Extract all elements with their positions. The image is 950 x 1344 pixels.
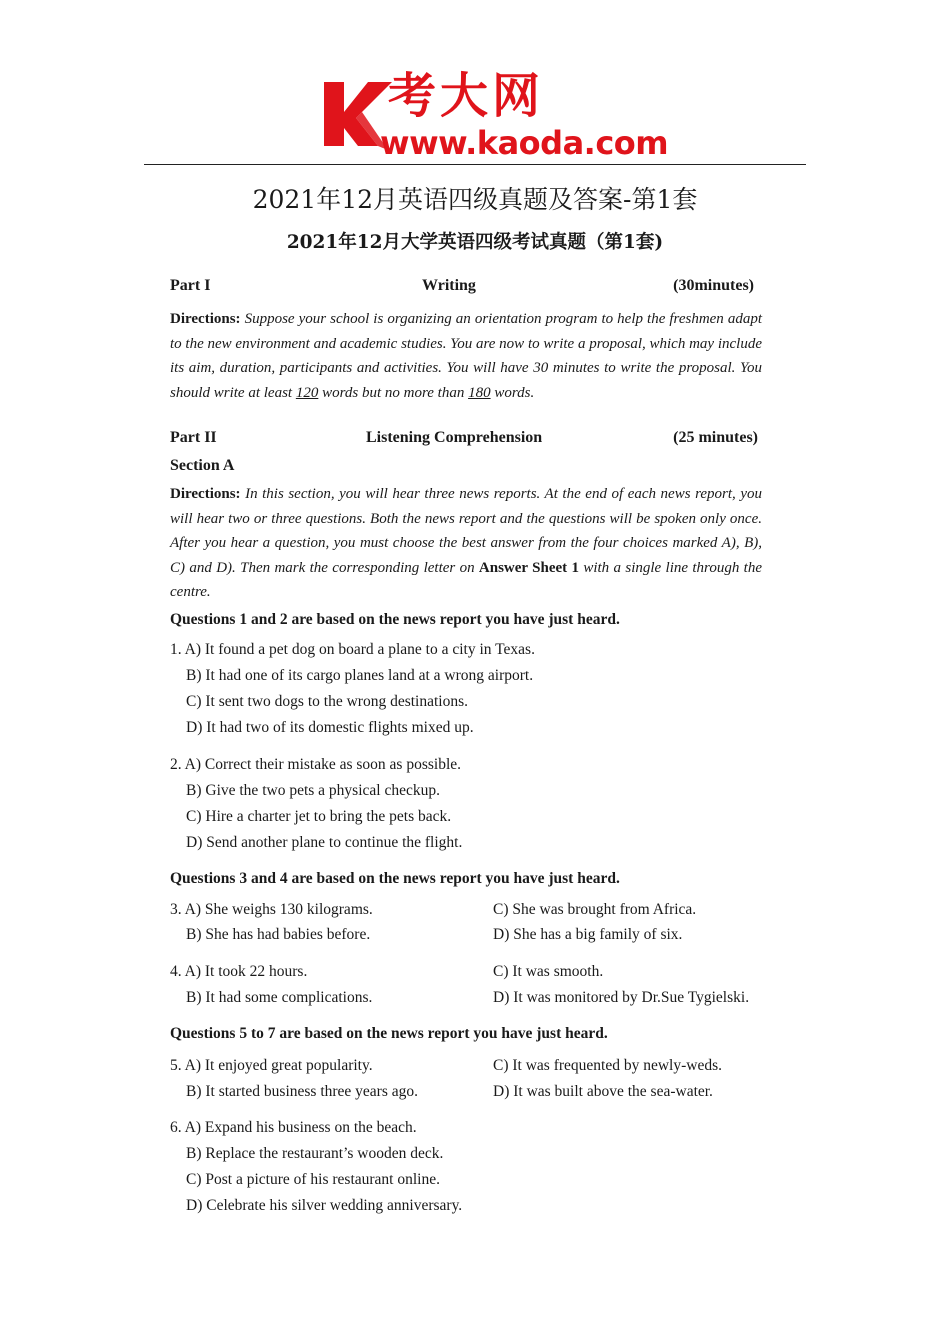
q6-option-b: B) Replace the restaurant’s wooden deck. — [186, 1145, 444, 1162]
part-1-name: Writing — [422, 277, 476, 294]
q5-option-d: D) It was built above the sea-water. — [493, 1083, 713, 1100]
part-2-time: (25 minutes) — [673, 429, 758, 446]
q4-option-b: B) It had some complications. — [186, 989, 373, 1006]
q4-option-c: C) It was smooth. — [493, 963, 604, 980]
directions-text: In this section, you will hear three news reports. At the end of each news report, you will hear two or three questions. Both the news report and the questions will be spoken only once. After you hear a question, you must choose the best answer from the four choices marked A), B), C) and D). Then mark the corresponding letter on — [170, 486, 762, 576]
q3-option-c: C) She was brought from Africa. — [493, 901, 697, 918]
q5-option-b: B) It started business three years ago. — [186, 1083, 419, 1100]
directions-text-2: words but no more than — [318, 384, 469, 401]
q6-option-d: D) Celebrate his silver wedding anniversary. — [186, 1197, 463, 1214]
logo-chinese-name: 考大网 — [388, 68, 545, 124]
answer-sheet-label: Answer Sheet 1 — [478, 559, 579, 576]
part-2-header — [170, 426, 760, 450]
directions-text-2: with a single line through the centre. — [170, 559, 762, 601]
site-logo — [318, 68, 669, 162]
page-title: 2021年12月英语四级真题及答案-第1套 — [252, 185, 698, 214]
q1-option-a: 1. A) It found a pet dog on board a plane to a city in Texas. — [170, 641, 535, 658]
directions-label: Directions: — [170, 311, 241, 327]
q1-option-d: D) It had two of its domestic flights mixed up. — [186, 719, 474, 736]
q3-option-d: D) She has a big family of six. — [493, 926, 683, 943]
q2-option-b: B) Give the two pets a physical checkup. — [186, 782, 440, 799]
part-2-directions — [170, 482, 762, 605]
q5-option-a: 5. A) It enjoyed great popularity. — [170, 1057, 373, 1074]
q3-option-b: B) She has had babies before. — [186, 926, 371, 943]
question-group-3-heading: Questions 5 to 7 are based on the news report you have just heard. — [170, 1025, 608, 1042]
directions-label: Directions: — [170, 486, 241, 502]
part-1-directions — [170, 307, 762, 405]
section-a-label: Section A — [170, 457, 235, 474]
q1-option-c: C) It sent two dogs to the wrong destinations. — [186, 693, 468, 710]
q4-option-a: 4. A) It took 22 hours. — [170, 963, 308, 980]
part-2-label: Part II — [170, 429, 217, 446]
q2-option-c: C) Hire a charter jet to bring the pets back. — [186, 808, 452, 825]
part-2-name: Listening Comprehension — [366, 429, 543, 446]
max-words: 180 — [468, 384, 491, 401]
min-words: 120 — [295, 384, 319, 401]
part-1-time: (30minutes) — [673, 277, 754, 294]
question-group-2-heading: Questions 3 and 4 are based on the news report you have just heard. — [170, 870, 620, 887]
page-subtitle: 2021年12月大学英语四级考试真题（第1套) — [286, 232, 664, 253]
q6-option-a: 6. A) Expand his business on the beach. — [170, 1119, 417, 1136]
q2-option-d: D) Send another plane to continue the flight. — [186, 834, 463, 851]
question-group-1-heading: Questions 1 and 2 are based on the news report you have just heard. — [170, 611, 620, 628]
q1-option-b: B) It had one of its cargo planes land at a wrong airport. — [186, 667, 534, 684]
q3-option-a: 3. A) She weighs 130 kilograms. — [170, 901, 373, 918]
q4-option-d: D) It was monitored by Dr.Sue Tygielski. — [493, 989, 750, 1006]
directions-text-3: words. — [490, 384, 535, 401]
q6-option-c: C) Post a picture of his restaurant online. — [186, 1171, 440, 1188]
logo-url: www.kaoda.com — [380, 124, 669, 162]
q5-option-c: C) It was frequented by newly-weds. — [493, 1057, 722, 1074]
header-divider — [144, 164, 806, 165]
part-1-label: Part I — [170, 277, 211, 294]
part-1-header — [170, 274, 760, 298]
q2-option-a: 2. A) Correct their mistake as soon as possible. — [170, 756, 462, 773]
directions-text: Suppose your school is organizing an orientation program to help the freshmen adapt to the new environment and academic studies. You are now to write a proposal, which may include its aim, duration, participants and activities. You will have 30 minutes to write the proposal. You should write at least — [170, 311, 762, 401]
